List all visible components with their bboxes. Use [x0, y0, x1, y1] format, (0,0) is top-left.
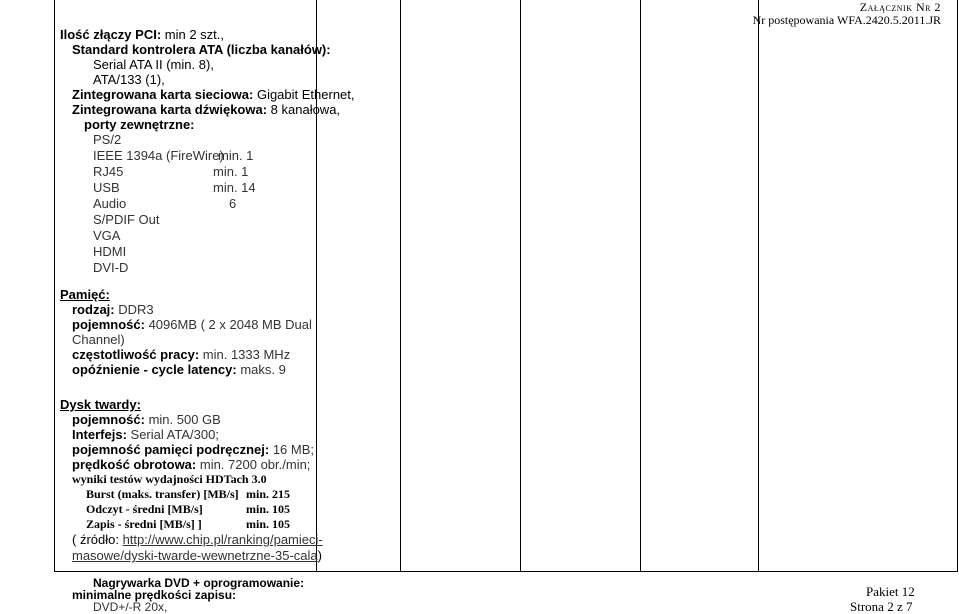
table-divider-5 [758, 0, 759, 572]
port-name: PS/2 [93, 132, 122, 147]
serial-ata-spec: Serial ATA II (min. 8), [93, 57, 214, 72]
port-name: VGA [93, 228, 121, 243]
memory-frequency: częstotliwość pracy: min. 1333 MHz [72, 347, 291, 362]
pci-slots: Ilość złączy PCI: min 2 szt., [60, 27, 225, 42]
port-name: S/PDIF Out [93, 212, 160, 227]
port-name: HDMI [93, 244, 127, 259]
disk-interface: Interfejs: Serial ATA/300; [72, 427, 219, 442]
proceeding-number: Nr postępowania WFA.2420.5.2011.JR [752, 13, 941, 27]
sound-card: Zintegrowana karta dźwiękowa: 8 kanałowa, [72, 102, 341, 117]
test-name: Odczyt - średni [MB/s] [86, 502, 203, 516]
table-border-left [54, 0, 55, 572]
dvd-heading: Nagrywarka DVD + oprogramowanie: [93, 576, 305, 590]
source-link-cont[interactable]: masowe/dyski-twarde-wewnetrzne-35-cala [72, 548, 318, 563]
memory-type: rodzaj: DDR3 [72, 302, 154, 317]
source-note: ( źródło: http://www.chip.pl/ranking/pamieci- [72, 532, 323, 547]
table-border-right [957, 0, 958, 572]
package-label: Pakiet 12 [866, 584, 915, 599]
table-divider-2 [400, 0, 401, 572]
port-value: min. 14 [213, 180, 256, 195]
port-name: DVI-D [93, 260, 129, 275]
memory-latency: opóźnienie - cycle latency: maks. 9 [72, 362, 286, 377]
table-divider-3 [520, 0, 521, 572]
table-bottom-border [54, 571, 958, 572]
source-note-cont: masowe/dyski-twarde-wewnetrzne-35-cala) [72, 548, 322, 563]
test-value: min. 105 [246, 502, 291, 516]
port-value: min. 1 [213, 164, 249, 179]
port-value: min. 1 [218, 148, 254, 163]
test-value: min. 105 [246, 517, 291, 531]
ata-controller-label: Standard kontrolera ATA (liczba kanałów): [72, 42, 331, 57]
memory-capacity: pojemność: 4096MB ( 2 x 2048 MB Dual [72, 317, 312, 332]
network-card: Zintegrowana karta sieciowa: Gigabit Ethernet, [72, 87, 355, 102]
external-ports-label: porty zewnętrzne: [84, 117, 195, 132]
disk-cache: pojemność pamięci podręcznej: 16 MB; [72, 442, 315, 457]
test-name: Zapis - średni [MB/s] ] [86, 517, 202, 531]
port-name: USB [93, 180, 120, 195]
disk-speed: prędkość obrotowa: min. 7200 obr./min; [72, 457, 311, 472]
port-name: Audio [93, 196, 127, 211]
source-link[interactable]: http://www.chip.pl/ranking/pamieci- [122, 532, 323, 547]
memory-capacity-cont: Channel) [72, 332, 125, 347]
ata133-spec: ATA/133 (1), [93, 72, 165, 87]
test-value: min. 215 [246, 487, 291, 501]
memory-heading: Pamięć: [60, 287, 110, 302]
table-divider-1 [316, 0, 317, 572]
test-name: Burst (maks. transfer) [MB/s] [86, 487, 239, 501]
page-number: Strona 2 z 7 [850, 599, 913, 614]
annex-label: Załącznik Nr 2 [859, 0, 941, 14]
table-divider-4 [640, 0, 641, 572]
port-name: IEEE 1394a (FireWire) [93, 148, 224, 163]
disk-capacity: pojemność: min. 500 GB [72, 412, 221, 427]
disk-tests-label: wyniki testów wydajności HDTach 3.0 [72, 472, 267, 486]
port-value: 6 [229, 196, 237, 211]
port-name: RJ45 [93, 164, 124, 179]
dvd-speed-value: DVD+/-R 20x, [93, 600, 168, 614]
dvd-speed-label: minimalne prędkości zapisu: [72, 588, 237, 602]
disk-heading: Dysk twardy: [60, 397, 141, 412]
